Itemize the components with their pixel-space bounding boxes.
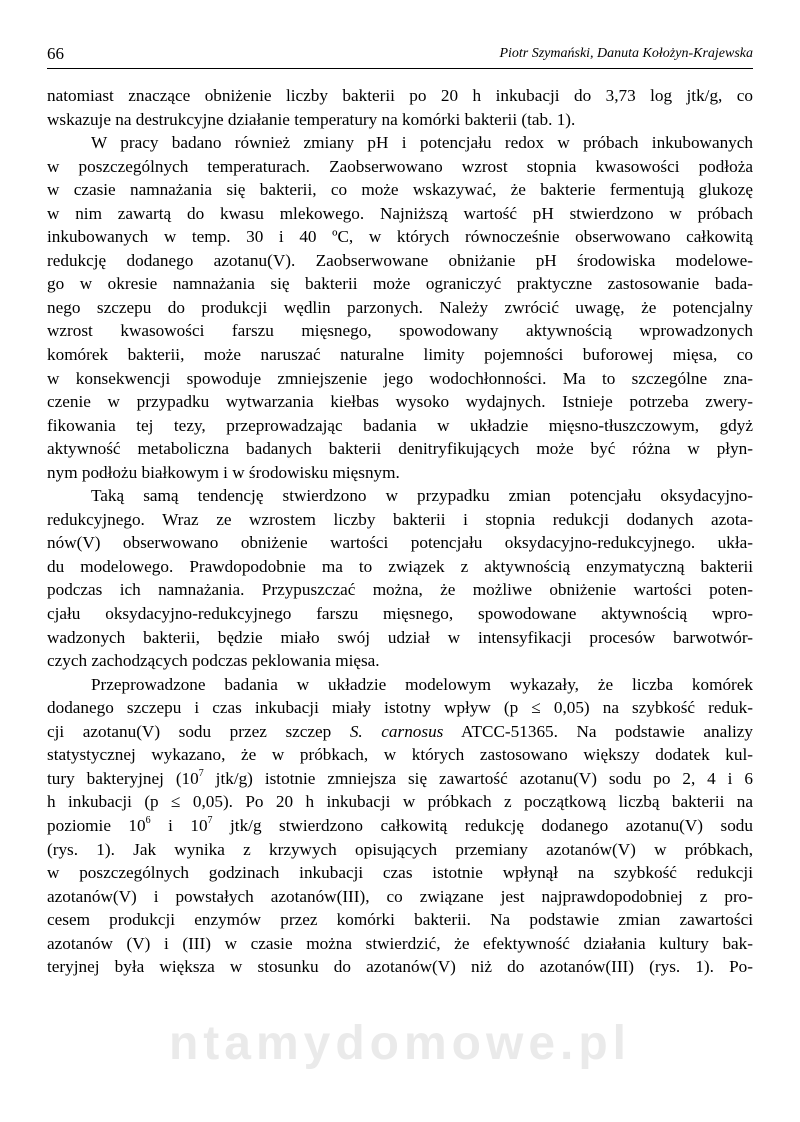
text-line: podczas ich namnażania. Przypuszczać można, że możliwe obniżenie wartości poten-: [47, 580, 753, 600]
text-fragment: ATCC-51365. Na podstawie analizy: [443, 721, 754, 741]
text-line: fikowania tej tezy, przeprowadzając badania w układzie mięsno-tłuszczowym, gdyż: [47, 415, 753, 435]
text-line: wzrost kwasowości farszu mięsnego, spowodowany aktywnością wprowadzonych: [47, 321, 753, 341]
watermark: ntamydomowe.pl: [168, 1017, 632, 1070]
text-line: (rys. 1). Jak wynika z krzywych opisujących przemiany azotanów(V) w próbkach,: [47, 839, 753, 859]
text-line: teryjnej była większa w stosunku do azotanów(V) niż do azotanów(III) (rys. 1). Po-: [47, 957, 753, 977]
text-line: [47, 720, 753, 744]
text-line: wadzonych bakterii, będzie miało swój udział w intensyfikacji procesów barwotwór-: [47, 627, 753, 647]
text-line: Przeprowadzone badania w układzie modelowym wykazały, że liczba komórek: [91, 674, 753, 694]
exponent: 7: [198, 768, 204, 780]
paragraph-2: [47, 131, 753, 484]
text-line: w poszczególnych temperaturach. Zaobserwowano wzrost stopnia kwasowości podłoża: [47, 156, 753, 176]
paragraph-3: [47, 484, 753, 672]
text-line: cjału oksydacyjno-redukcyjnego farszu mięsnego, spowodowane aktywnością wpro-: [47, 604, 753, 624]
text-line: wskazuje na destrukcyjne działanie temperatury na komórki bakterii (tab. 1).: [47, 109, 576, 129]
text-line: go w okresie namnażania się bakterii może ograniczyć praktyczne zastosowanie bada-: [47, 274, 753, 294]
page-number: 66: [47, 44, 64, 63]
text-fragment: cji azotanu(V) sodu przez szczep: [47, 721, 350, 741]
text-line: w poszczególnych godzinach inkubacji czas istotnie wpłynął na szybkość redukcji: [47, 863, 753, 883]
body-text: [47, 84, 753, 979]
text-fragment: tury bakteryjnej (10: [47, 768, 199, 788]
exponent: 6: [145, 815, 151, 827]
text-line: aktywność metaboliczna badanych bakterii denitryfikujących może być różna w płyn-: [47, 439, 753, 459]
text-line: azotanów(V) i powstałych azotanów(III), co związane jest najprawdopodobniej z pro-: [47, 886, 753, 906]
text-line: azotanów (V) i (III) w czasie można stwierdzić, że efektywność działania kultury bak-: [47, 933, 753, 953]
text-line: statystycznej wykazano, że w próbkach, w których zastosowano większy dodatek kul-: [47, 745, 753, 765]
text-fragment: jtk/g stwierdzono całkowitą redukcję dodanego azotanu(V) sodu: [212, 815, 753, 835]
text-line: w czasie namnażania się bakterii, co może wskazywać, że bakterie fermentują glukozę: [47, 180, 753, 200]
paragraph-4: [47, 673, 753, 979]
text-line: czych zachodzących podczas peklowania mięsa.: [47, 651, 380, 671]
species-name: S. carnosus: [349, 721, 444, 741]
text-line: nów(V) obserwowano obniżenie wartości potencjału oksydacyjno-redukcyjnego. ukła-: [47, 533, 753, 553]
text-line: [47, 814, 753, 838]
text-line: nym podłożu białkowym i w środowisku mięsnym.: [47, 462, 400, 482]
text-fragment: jtk/g) istotnie zmniejsza się zawartość azotanu(V) sodu po 2, 4 i 6: [203, 768, 753, 788]
text-line: [47, 767, 753, 791]
text-line: redukcyjnego. Wraz ze wzrostem liczby bakterii i stopnia redukcji dodanych azota-: [47, 509, 753, 529]
text-line: inkubowanych w temp. 30 i 40 ºC, w których równocześnie obserwowano całkowitą: [47, 227, 753, 247]
text-line: komórek bakterii, może naruszać naturalne limity pojemności buforowej mięsa, co: [47, 345, 753, 365]
text-fragment: poziomie 10: [47, 815, 146, 835]
text-line: h inkubacji (p ≤ 0,05). Po 20 h inkubacji w próbkach z początkową liczbą bakterii na: [47, 792, 753, 812]
text-line: czenie w przypadku wytwarzania kiełbas wysoko wydajnych. Istnieje potrzeba zwery-: [47, 392, 753, 412]
text-line: nego szczepu do produkcji wędlin parzonych. Należy zwrócić uwagę, że potencjalny: [47, 297, 753, 317]
text-line: Taką samą tendencję stwierdzono w przypadku zmian potencjału oksydacyjno-: [91, 486, 753, 506]
exponent: 7: [207, 815, 213, 827]
running-head-authors: Piotr Szymański, Danuta Kołożyn-Krajewska: [499, 46, 753, 61]
text-line: du modelowego. Prawdopodobnie ma to związek z aktywnością enzymatyczną bakterii: [47, 556, 753, 576]
text-line: cesem produkcji enzymów przez komórki bakterii. Na podstawie zmian zawartości: [47, 910, 753, 930]
text-line: redukcję dodanego azotanu(V). Zaobserwowane obniżanie pH środowiska modelowe-: [47, 250, 753, 270]
text-line: dodanego szczepu i czas inkubacji miały istotny wpływ (p ≤ 0,05) na szybkość reduk-: [47, 698, 753, 718]
text-line: w konsekwencji spowoduje zmniejszenie jego wodochłonności. Ma to szczególne zna-: [47, 368, 753, 388]
text-line: natomiast znaczące obniżenie liczby bakterii po 20 h inkubacji do 3,73 log jtk/g, co: [47, 86, 753, 105]
text-fragment: i 10: [150, 815, 208, 835]
page-header: [47, 42, 753, 69]
text-line: W pracy badano również zmiany pH i potencjału redox w próbach inkubowanych: [91, 133, 753, 153]
text-line: w nim zawartą do kwasu mlekowego. Najniższą wartość pH stwierdzono w próbach: [47, 203, 753, 223]
paragraph-1: [47, 84, 753, 131]
